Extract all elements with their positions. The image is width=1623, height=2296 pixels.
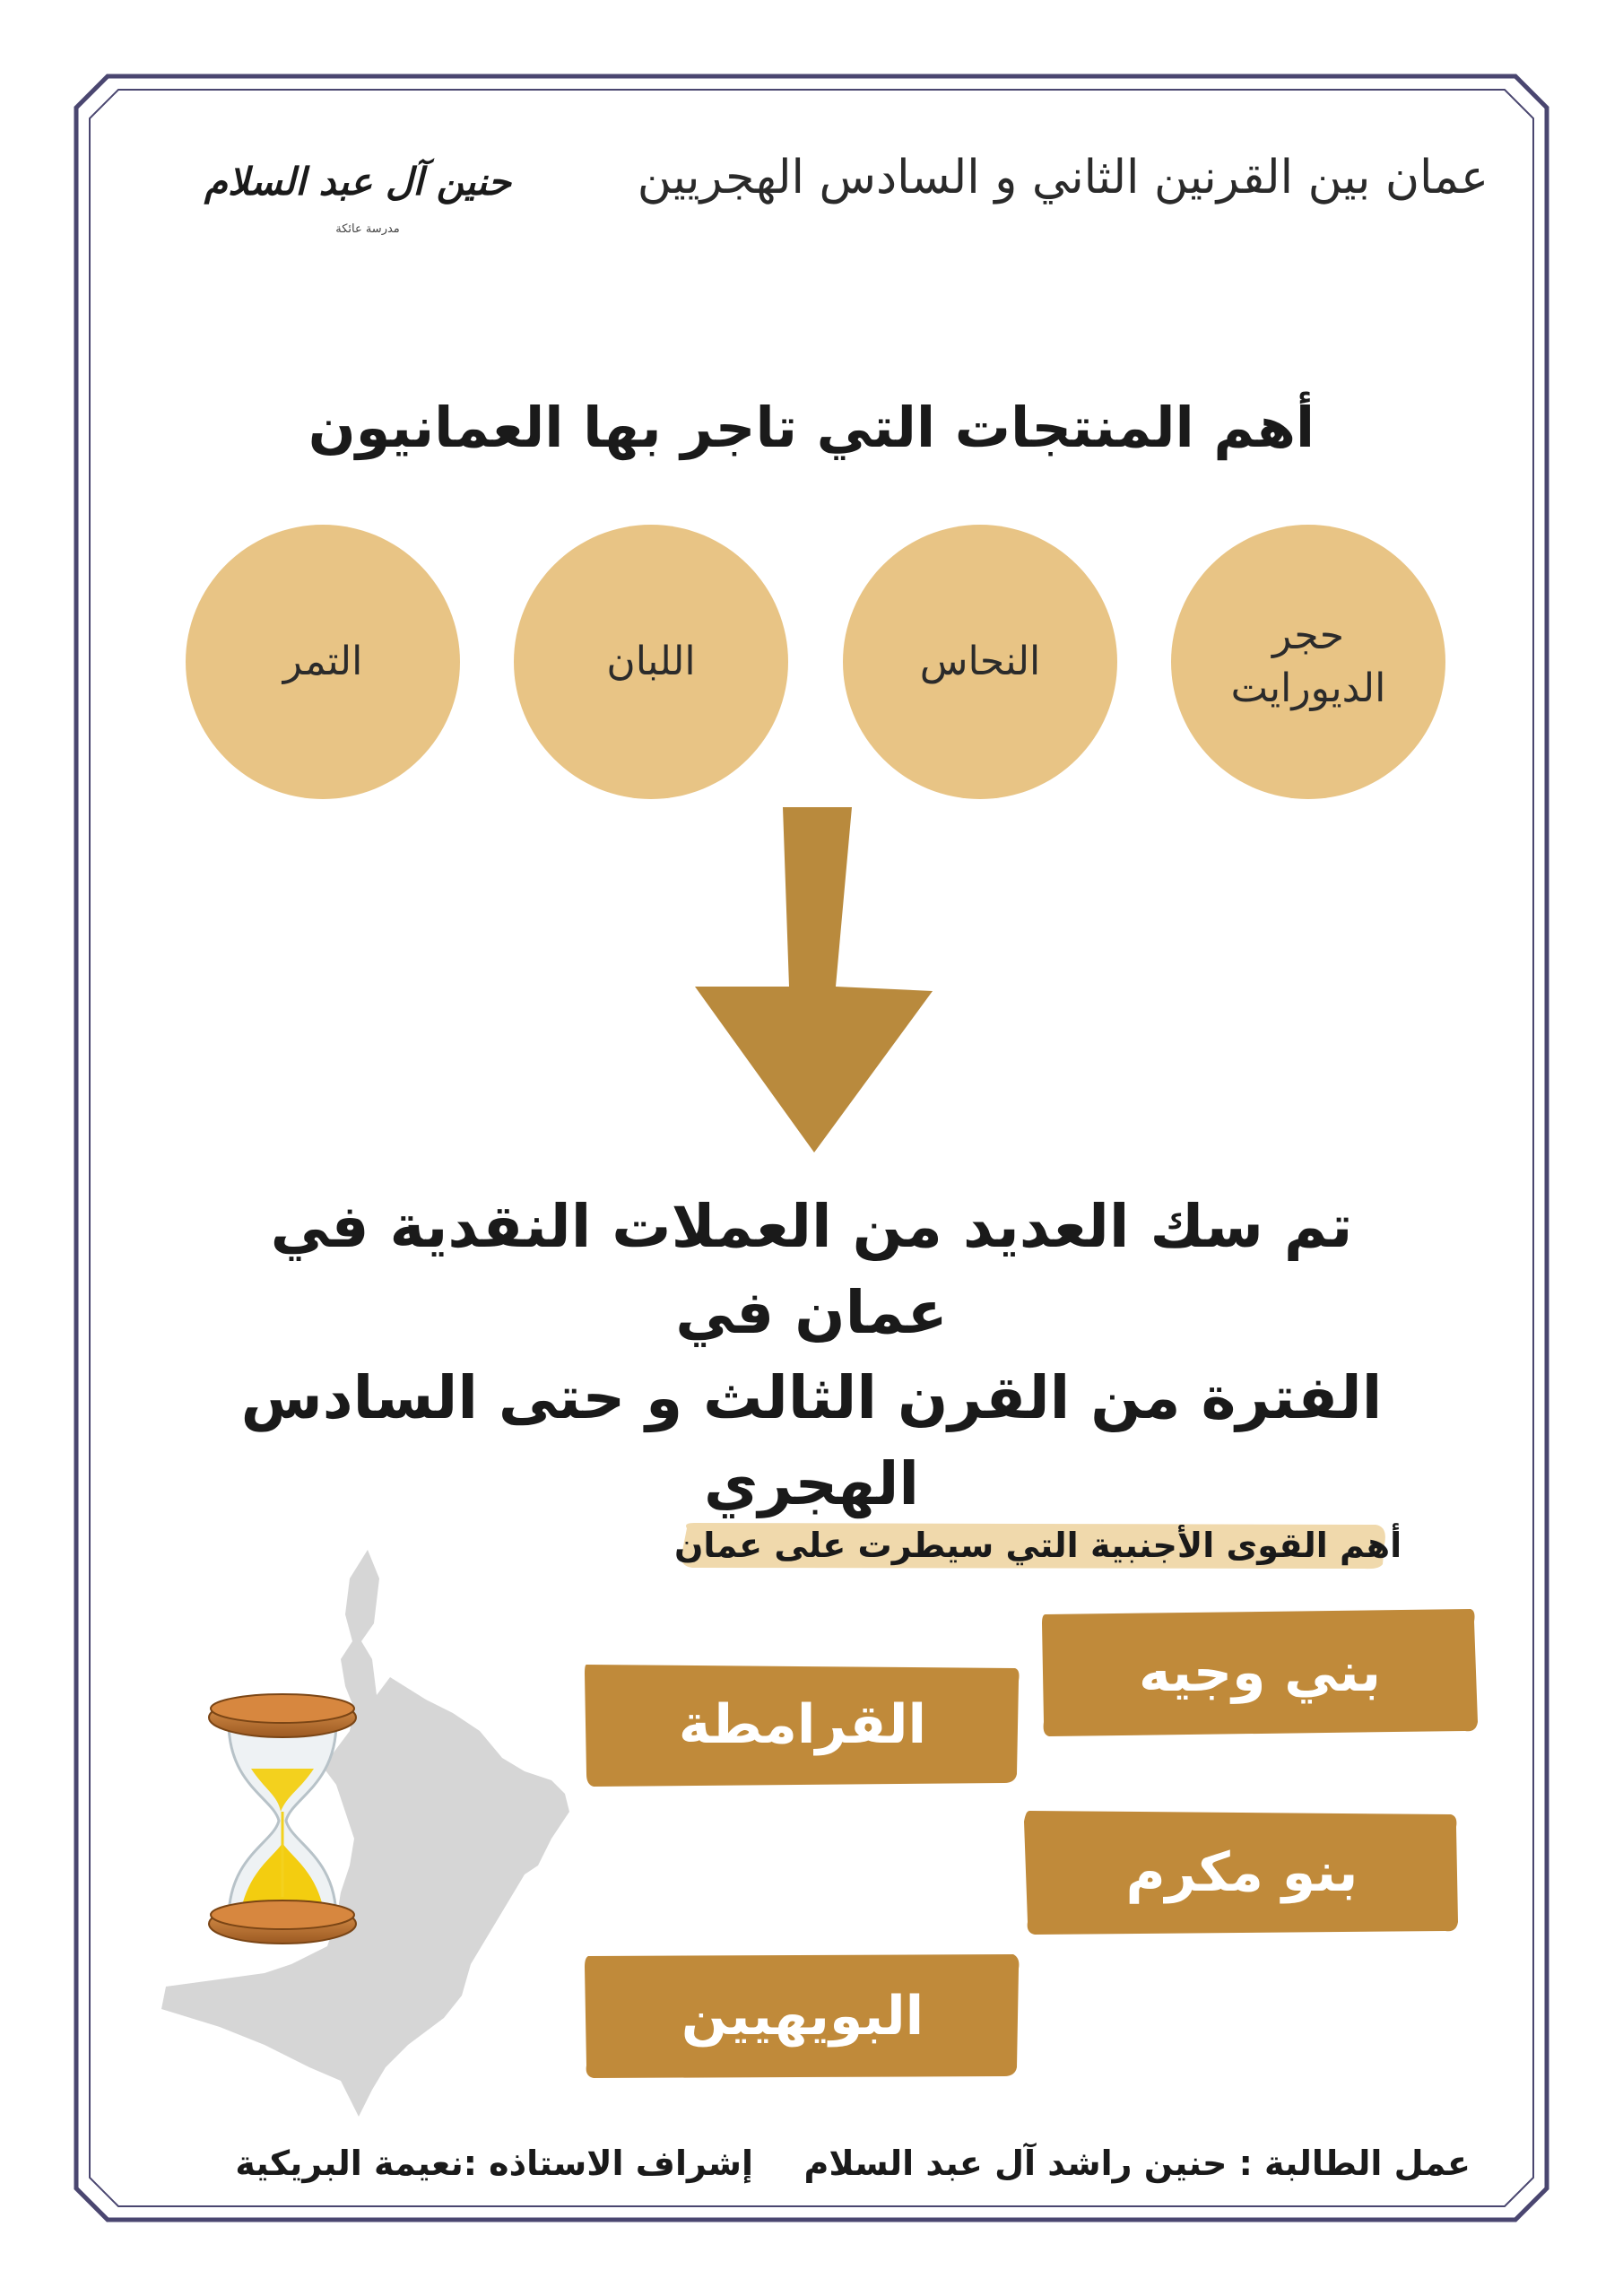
coins-statement-line1: تم سك العديد من العملات النقدية في عمان في — [270, 1192, 1353, 1347]
page-title: عمان بين القرنين الثاني و السادس الهجريين — [637, 151, 1488, 204]
coins-statement-line2: الفترة من القرن الثالث و حتى السادس الهجري — [240, 1363, 1383, 1519]
product-circle-frankincense — [514, 525, 788, 799]
powers-heading: أهم القوى الأجنبية التي سيطرت على عمان — [674, 1526, 1402, 1565]
student-credit: عمل الطالبة : حنين راشد آل عبد السلام — [803, 2144, 1471, 2183]
coins-statement — [206, 1184, 1417, 1527]
down-arrow-icon — [690, 803, 942, 1161]
supervisor-credit: إشراف الاستاذه :نعيمة البريكية — [235, 2144, 753, 2183]
powers-heading-box — [674, 1519, 1402, 1571]
product-label: اللبان — [606, 639, 696, 685]
product-label: التمر — [282, 639, 363, 685]
logo-signature: حنين آل عبد السلام — [204, 160, 511, 204]
power-qaramita: القرامطة — [678, 1692, 927, 1756]
power-bani-mukram: بنو مكرم — [1125, 1840, 1358, 1904]
power-buyids: البويهيين — [681, 1984, 924, 2048]
products-heading: أهم المنتجات التي تاجر بها العمانيون — [308, 395, 1315, 460]
logo-school-name: مدرسة عائكة — [335, 222, 400, 236]
product-circle-dates — [186, 525, 460, 799]
product-label: حجر الديورايت — [1230, 612, 1386, 711]
product-circle-diorite — [1171, 525, 1445, 799]
hourglass-icon — [202, 1686, 363, 1955]
product-circle-copper — [843, 525, 1117, 799]
product-label: النحاس — [919, 639, 1041, 685]
power-bani-wajih: بني وجيه — [1138, 1641, 1382, 1704]
